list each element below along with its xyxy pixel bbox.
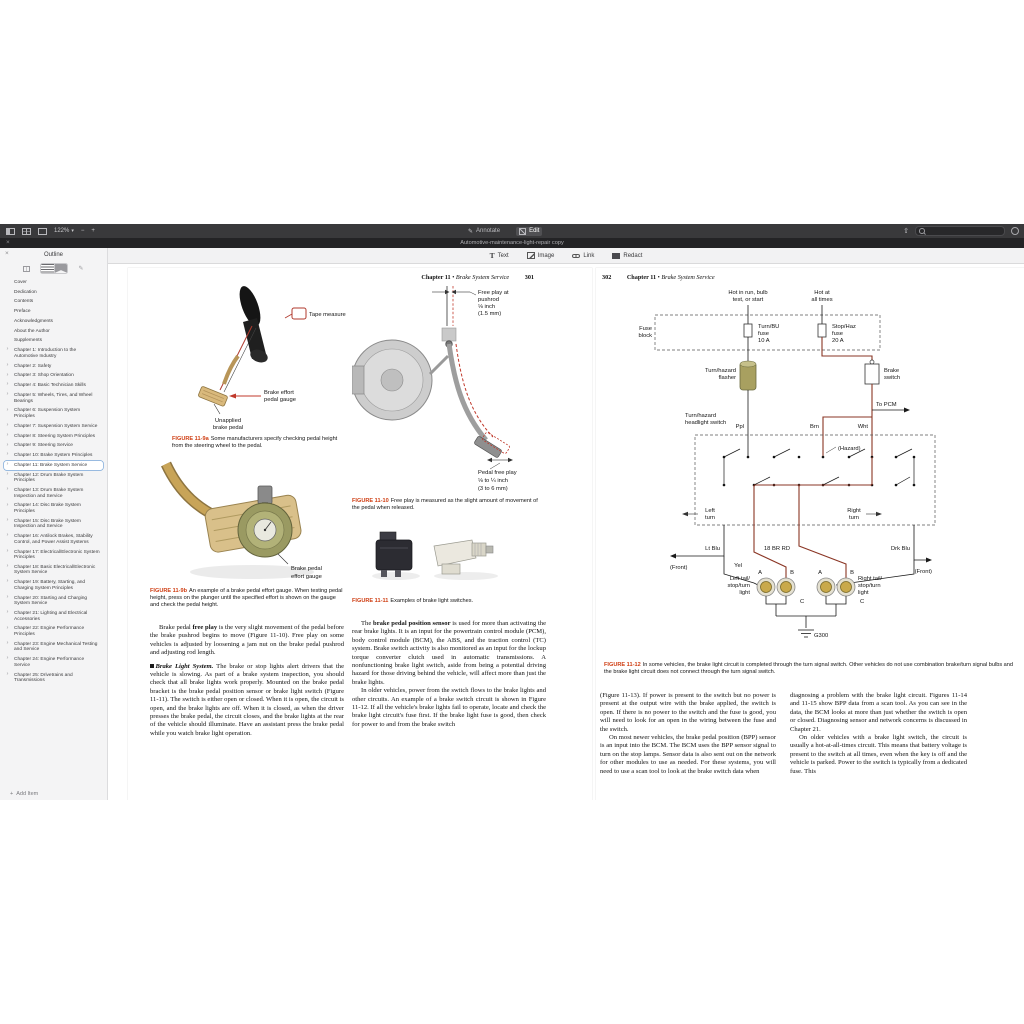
search-box[interactable] (915, 226, 1005, 236)
outline-item-label: Chapter 2: Safety (14, 363, 52, 369)
outline-item-label: Chapter 24: Engine Performance Service (14, 657, 85, 668)
free-play-pushrod-label: Free play at (478, 290, 509, 296)
outline-item[interactable] (4, 486, 103, 501)
chevron-right-icon[interactable]: › (6, 547, 9, 554)
left-turn-label: turn (705, 515, 715, 521)
chevron-right-icon[interactable]: › (6, 441, 9, 448)
edit-icon (519, 228, 526, 235)
outline-item[interactable] (4, 288, 103, 297)
page302-left-column (600, 692, 776, 776)
figure-11-11-photos[interactable] (368, 526, 503, 594)
outline-item-label: Chapter 23: Engine Mechanical Testing and Service (14, 641, 98, 653)
chevron-down-icon: ▾ (71, 227, 74, 234)
stop-haz-fuse-label: 20 A (832, 338, 844, 344)
outline-item[interactable] (4, 442, 103, 451)
turn-hazard-flasher-label: Turn/hazard (704, 368, 736, 374)
square-bullet (150, 664, 154, 668)
outline-item[interactable] (4, 391, 103, 406)
bulb-a-label: A (758, 570, 762, 576)
outline-item[interactable] (4, 432, 103, 441)
document-canvas[interactable] (108, 264, 1024, 800)
chevron-right-icon[interactable]: › (6, 655, 9, 662)
left-tail-light-label: light (739, 590, 750, 596)
figure-11-12-wiring-diagram[interactable] (614, 284, 944, 656)
chevron-right-icon[interactable]: › (6, 501, 9, 508)
page-302[interactable] (596, 268, 1024, 800)
image-tool-icon (527, 252, 535, 259)
paragraph-older-vehicles[interactable]: In older vehicles, power from the switch flows to the brake lights and other circuits. An example of a brake switch circuit is shown in Figure 11-12. If all the vehicle's brake lights fail to operate, locate and check the brake light circuit's fuse first. If the brake light fuse is good, then check for power to and from the brake switch (352, 687, 546, 728)
toolbar-mode-group (468, 224, 542, 238)
outline-item-label: Chapter 20: Starting and Charging System Service (14, 595, 88, 607)
outline-item[interactable] (4, 578, 103, 593)
figure-11-9a-illustration[interactable] (164, 284, 349, 432)
outline-item-label: Chapter 14: Disc Brake System Principles (14, 503, 81, 514)
left-tail-light-label: Left tail/ (729, 576, 750, 582)
page302-right-column (790, 692, 967, 776)
paragraph-hot-at-all-times[interactable]: On older vehicles with a brake light switch, the circuit is usually a hot-at-all-times circuit. This means that battery voltage is present to the switch at all times, even when the key is off and the vehicle is parked. Power to the switch is typically from a dedicated fuse. This (790, 734, 967, 775)
redact-tool[interactable]: Redact (612, 253, 642, 259)
outline-item-label: Chapter 15: Disc Brake System Inspection and Service (14, 518, 81, 530)
outline-item[interactable] (4, 422, 103, 431)
right-tail-light-label: stop/turn (858, 583, 881, 589)
figure-label: FIGURE 11-11 (352, 598, 389, 604)
front-right-label: (Front) (914, 569, 932, 575)
outline-item-label: Chapter 25: Drivetrains and Transmissions (14, 672, 73, 684)
outline-item-label: Chapter 8: Steering System Principles (14, 433, 96, 439)
outline-item[interactable] (4, 307, 103, 316)
figure-11-9a-caption[interactable]: FIGURE 11-9a Some manufacturers specify checking pedal height from the steering wheel to the pedal. (172, 436, 338, 449)
hot-at-all-times-label: all times (811, 297, 833, 303)
chevron-right-icon[interactable]: › (6, 470, 9, 477)
outline-item[interactable] (4, 625, 103, 640)
pedal-gauge-label: Brake effort (264, 390, 294, 396)
outline-item-label: Chapter 16: Antilock Brakes, Stability Control, and Power Assist Systems (14, 534, 93, 545)
chevron-right-icon[interactable]: › (6, 371, 9, 378)
outline-item[interactable] (4, 640, 103, 655)
hot-in-run-label: test, or start (732, 297, 764, 303)
figure-label: FIGURE 11-9b (150, 588, 187, 594)
outline-item[interactable] (4, 655, 103, 670)
right-turn-label: Right (847, 508, 861, 514)
paragraph-diagnosing[interactable]: diagnosing a problem with the brake light circuit. Figures 11-14 and 11-15 show BPP data from a scan tool. As you can see in the data, the BCM looks at more than just whether the switch is open or closed. Diagnosing sensor and network concerns is discussed in Chapter 21. (790, 692, 967, 733)
ppl-wire-label: Ppl (735, 424, 744, 430)
sidebar-view-controls (0, 263, 107, 274)
page-header: Chapter 11 • Brake System Service 301 (421, 274, 534, 281)
brake-switch-label: Brake (884, 368, 900, 374)
page301-right-column (352, 620, 546, 729)
sidebar-title: Outline (43, 252, 63, 258)
chevron-right-icon[interactable]: › (6, 609, 9, 616)
page-301[interactable] (128, 268, 592, 800)
outline-item-label: Chapter 18: Basic Electrical/Electronic System Service (14, 564, 96, 576)
outline-item[interactable] (4, 532, 103, 547)
chevron-right-icon[interactable]: › (6, 346, 9, 353)
figure-11-9b-caption[interactable]: FIGURE 11-9b An example of a brake pedal effort gauge. When testing pedal height, press on the plunger until the specified effort is shown on the gauge and check the pedal height. (150, 588, 343, 608)
chevron-right-icon[interactable]: › (6, 361, 9, 368)
outline-item-label: Chapter 12: Drum Brake System Principles (14, 472, 84, 484)
figure-11-10-caption[interactable]: FIGURE 11-10 Free play is measured as the slight amount of movement of the pedal when released. (352, 498, 538, 511)
chevron-right-icon[interactable]: › (6, 486, 9, 493)
paragraph-free-play[interactable]: Brake pedal free play is the very slight movement of the pedal before the brake pushrod begins to move (Figure 11-10). Free play on some vehicles is adjusted by loosening a jam nut on the brake pedal pushrod and adjusting rod length. (150, 624, 344, 657)
close-tab-button[interactable]: × (6, 239, 10, 246)
br-rd-wire-label: 18 BR RD (763, 546, 791, 552)
chevron-right-icon[interactable]: › (6, 593, 9, 600)
add-image-tool[interactable]: Image (527, 252, 555, 259)
outline-item[interactable] (4, 372, 103, 381)
yel-wire-label: Yel (734, 563, 742, 569)
chevron-right-icon[interactable]: › (6, 624, 9, 631)
tape-measure-label: Tape measure (309, 312, 346, 318)
turn-bu-fuse-label: 10 A (758, 338, 770, 344)
outline-item[interactable] (4, 471, 103, 486)
pedal-gauge-label: pedal gauge (264, 397, 296, 403)
main-toolbar (0, 224, 1024, 238)
outline-item-label: Chapter 6: Suspension System Principles (14, 408, 81, 419)
outline-item-label: Dedication (14, 289, 37, 295)
outline-item-label: Preface (14, 309, 31, 315)
outline-item[interactable] (4, 609, 103, 624)
chevron-right-icon[interactable]: › (6, 516, 9, 523)
add-link-tool[interactable]: Link (572, 253, 594, 259)
link-tool-icon (572, 254, 580, 258)
pedal-free-play-label: (3 to 6 mm) (478, 486, 508, 492)
headlight-switch-label: headlight switch (685, 420, 727, 426)
brake-switch-label: switch (884, 375, 901, 381)
annotate-button[interactable]: ✎ Annotate (468, 227, 501, 235)
pedal-free-play-label: Pedal free play (478, 470, 517, 476)
outline-item-label: Chapter 11: Brake System Service (14, 462, 88, 468)
chevron-right-icon[interactable]: › (6, 532, 9, 539)
edit-tools-bar (108, 248, 1024, 264)
turn-bu-fuse-label: fuse (758, 331, 769, 337)
document-tab[interactable]: Automotive-maintenance-light-repair copy (460, 240, 564, 246)
sidebar-view-segmented-control (40, 263, 68, 274)
chevron-right-icon[interactable]: › (6, 451, 9, 458)
outline-item[interactable] (4, 451, 103, 460)
effort-gauge-label: Brake pedal (291, 566, 322, 572)
effort-gauge-label: effort gauge (291, 574, 322, 580)
fuse-block-label: Fuse (639, 326, 652, 332)
outline-item[interactable] (4, 563, 103, 578)
outline-item-label: Chapter 22: Engine Performance Principles (14, 626, 85, 637)
outline-item[interactable] (4, 298, 103, 307)
bookmarks-view-tab[interactable] (54, 264, 67, 273)
search-input[interactable] (928, 228, 992, 235)
outline-list (0, 278, 107, 787)
redact-tool-icon (612, 253, 620, 259)
page301-left-column (150, 624, 344, 738)
outline-item-label: Chapter 17: Electrical/Electronic System Principles (14, 549, 100, 561)
bulb-b-label: B (790, 570, 794, 576)
right-tail-light-label: Right tail/ (858, 576, 883, 582)
unapplied-pedal-label: Unapplied (214, 418, 242, 424)
turn-hazard-flasher-label: flasher (718, 375, 736, 381)
outline-item-label: Acknowledgments (14, 318, 53, 324)
edit-button[interactable]: Edit (516, 227, 542, 236)
share-icon[interactable]: ⇧ (903, 226, 909, 235)
outline-item-label: About the Author (14, 328, 50, 334)
paragraph-newer-vehicles[interactable]: On most newer vehicles, the brake pedal position (BPP) sensor is an input into the BCM. The BCM uses the BPP sensor signal to turn on the stop lamps. Sensor data is also sent out on the network for other modules to use as needed. For these systems, you will need to use a scan tool to look at the brake switch data when (600, 734, 776, 775)
outline-item[interactable] (4, 502, 103, 517)
outline-item[interactable] (4, 381, 103, 390)
page-number: 302 (602, 274, 612, 281)
add-outline-item-button[interactable]: + Add Item (10, 791, 39, 797)
plus-icon: + (10, 791, 14, 797)
edit-outline-icon[interactable]: ✎ (78, 264, 84, 272)
account-icon[interactable] (1011, 227, 1019, 235)
wht-wire-label: Wht (857, 424, 868, 430)
outline-item[interactable] (4, 548, 103, 563)
free-play-pushrod-label: ⅛ inch (478, 304, 496, 310)
outline-item-label: Supplements (14, 338, 42, 344)
bulb-c-label: C (800, 599, 805, 605)
outline-item-label: Chapter 10: Brake System Principles (14, 453, 93, 459)
bookmark-icon (54, 264, 67, 273)
outline-item[interactable] (4, 317, 103, 326)
right-turn-label: turn (849, 515, 859, 521)
chevron-right-icon[interactable]: › (6, 391, 9, 398)
right-tail-light-label: light (858, 590, 869, 596)
stop-haz-fuse-label: Stop/Haz (832, 324, 856, 330)
outline-item-label: Contents (14, 299, 34, 305)
close-sidebar-button[interactable]: × (5, 250, 9, 257)
figure-label: FIGURE 11-9a (172, 436, 209, 442)
paragraph-bpp-sensor[interactable]: The brake pedal position sensor is used for more than activating the rear brake lights. It is an input for the powertrain control module (PCM), body control module (BCM), the ABS, and the traction control (TC) system. Brake switch activity is also monitored as an input for the lockup torque converter clutch used in automatic transmissions. A nonfunctioning brake light switch, aside from being a potential driving hazard for those driving behind the vehicle, will affect more than just the brake lights. (352, 620, 547, 686)
add-text-tool[interactable]: T Text (489, 251, 509, 260)
left-turn-label: Left (705, 508, 715, 514)
page-number: 301 (524, 274, 534, 281)
outline-item-label: Chapter 7: Suspension System Service (14, 423, 98, 429)
paragraph-brake-light-system[interactable]: Brake Light System. The brake or stop lights alert drivers that the vehicle is slowing. As part of a brake system inspection, you should check that all brake lights work properly. Mounted on the brake pedal bracket is the brake pedal position sensor or brake light switch (Figure 11-11). The switch is either open or closed. When it is open, the circuit is open, and the brake lights are off. When it is closed, as when the driver presses the brake pedal, the circuit closes, and the brake lights at the rear of the vehicle should illuminate. Have an assistant press the brake pedal while you watch brake light operation. (150, 662, 345, 737)
page-header: 302 Chapter 11 • Brake System Service (602, 274, 715, 281)
zoom-control[interactable] (54, 228, 74, 235)
pedal-free-play-label: ⅛ to ¼ inch (478, 478, 508, 484)
thumbnail-view-icon[interactable] (23, 266, 30, 272)
toolbar-left-group (6, 224, 95, 238)
ground-g300-label: G300 (814, 633, 829, 639)
outline-sidebar (0, 248, 108, 800)
front-left-label: (Front) (670, 565, 688, 571)
outline-item[interactable] (4, 278, 103, 287)
outline-item[interactable] (4, 337, 103, 346)
paragraph-switch-open[interactable]: (Figure 11-13). If power is present to the switch but no power is present at the output wire with the brake applied, the switch is open. If there is no power to the switch and the fuse is good, you will need to look for an open in the wiring between the fuse and the switch. (600, 692, 776, 733)
left-tail-light-label: stop/turn (727, 583, 750, 589)
outline-item[interactable] (4, 461, 103, 470)
chevron-right-icon[interactable]: › (6, 431, 9, 438)
outline-view-tab[interactable] (41, 264, 54, 273)
outline-item[interactable] (4, 362, 103, 371)
outline-item-label: Chapter 1: Introduction to the Automotive Industry (14, 348, 77, 359)
outline-item-label: Chapter 21: Lighting and Electrical Accessories (14, 611, 88, 622)
turn-bu-fuse-label: Turn/BU (758, 324, 780, 330)
pdf-editor-window (0, 224, 1024, 800)
outline-item-label: Chapter 13: Drum Brake System Inspection and Service (14, 488, 84, 499)
bulb-a-label: A (818, 570, 822, 576)
chevron-right-icon[interactable]: › (6, 563, 9, 570)
search-icon (919, 228, 925, 234)
zoom-level: 122% (54, 228, 70, 234)
figure-11-11-caption[interactable]: FIGURE 11-11 Examples of brake light switches. (352, 598, 474, 604)
outline-item-label: Chapter 9: Steering Service (14, 443, 73, 449)
chevron-right-icon[interactable]: › (6, 670, 9, 677)
outline-item[interactable] (4, 327, 103, 336)
free-play-pushrod-label: (1.5 mm) (478, 311, 502, 317)
brn-wire-label: Brn (809, 424, 819, 430)
thumbnails-icon[interactable] (22, 228, 31, 235)
figure-11-10-illustration[interactable] (352, 282, 545, 494)
chevron-right-icon[interactable]: › (6, 461, 9, 468)
reading-view-icon[interactable] (38, 228, 47, 235)
outline-item-label: Chapter 5: Wheels, Tires, and Wheel Bearings (14, 392, 93, 404)
outline-item-label: Chapter 4: Basic Technician Skills (14, 383, 86, 389)
bulb-b-label: B (850, 570, 854, 576)
figure-11-9b-illustration[interactable] (152, 460, 347, 585)
pen-icon: ✎ (468, 227, 474, 235)
outline-item[interactable] (4, 407, 103, 422)
text-tool-icon: T (489, 251, 495, 260)
hazard-label: (Hazard) (838, 446, 861, 452)
chevron-right-icon[interactable]: › (6, 421, 9, 428)
outline-item[interactable] (4, 517, 103, 532)
unapplied-pedal-label: brake pedal (212, 425, 244, 431)
hot-in-run-label: Hot in run, bulb (728, 290, 768, 296)
outline-item-label: Chapter 19: Battery, Starting, and Charging System Principles (14, 580, 86, 591)
figure-11-12-caption[interactable]: FIGURE 11-12 In some vehicles, the brake light circuit is completed through the turn signal switch. Other vehicles do not use combination brake/turn signal bulbs and the brake light circuit does not connect through the turn signal switch. (604, 662, 1014, 675)
chevron-right-icon[interactable]: › (6, 406, 9, 413)
toolbar-right-group (903, 224, 1019, 238)
outline-item[interactable] (4, 346, 103, 361)
outline-item[interactable] (4, 671, 103, 686)
outline-item-label: Chapter 3: Shop Orientation (14, 373, 74, 379)
tab-bar (0, 238, 1024, 248)
figure-label: FIGURE 11-10 (352, 498, 389, 504)
headlight-switch-label: Turn/hazard (685, 413, 717, 419)
figure-label: FIGURE 11-12 (604, 662, 641, 668)
zoom-in-button[interactable]: + (91, 228, 95, 234)
chevron-right-icon[interactable]: › (6, 639, 9, 646)
chevron-right-icon[interactable]: › (6, 578, 9, 585)
outline-item[interactable] (4, 594, 103, 609)
zoom-out-button[interactable]: − (80, 228, 85, 234)
chevron-right-icon[interactable]: › (6, 381, 9, 388)
left-tail-light-bulbs (757, 578, 795, 596)
to-pcm-label: To PCM (876, 402, 897, 408)
free-play-pushrod-label: pushrod (478, 297, 499, 303)
right-tail-light-bulbs (817, 578, 855, 596)
stop-haz-fuse-label: fuse (832, 331, 843, 337)
lt-blu-wire-label: Lt Blu (705, 546, 720, 552)
bulb-c-label: C (860, 599, 865, 605)
sidebar-toggle-icon[interactable] (6, 228, 15, 235)
outline-item-label: Cover (14, 279, 27, 285)
list-icon (41, 264, 54, 273)
hot-at-all-times-label: Hot at (814, 290, 830, 296)
fuse-block-label: block (638, 333, 652, 339)
drk-blu-wire-label: Drk Blu (890, 546, 910, 552)
